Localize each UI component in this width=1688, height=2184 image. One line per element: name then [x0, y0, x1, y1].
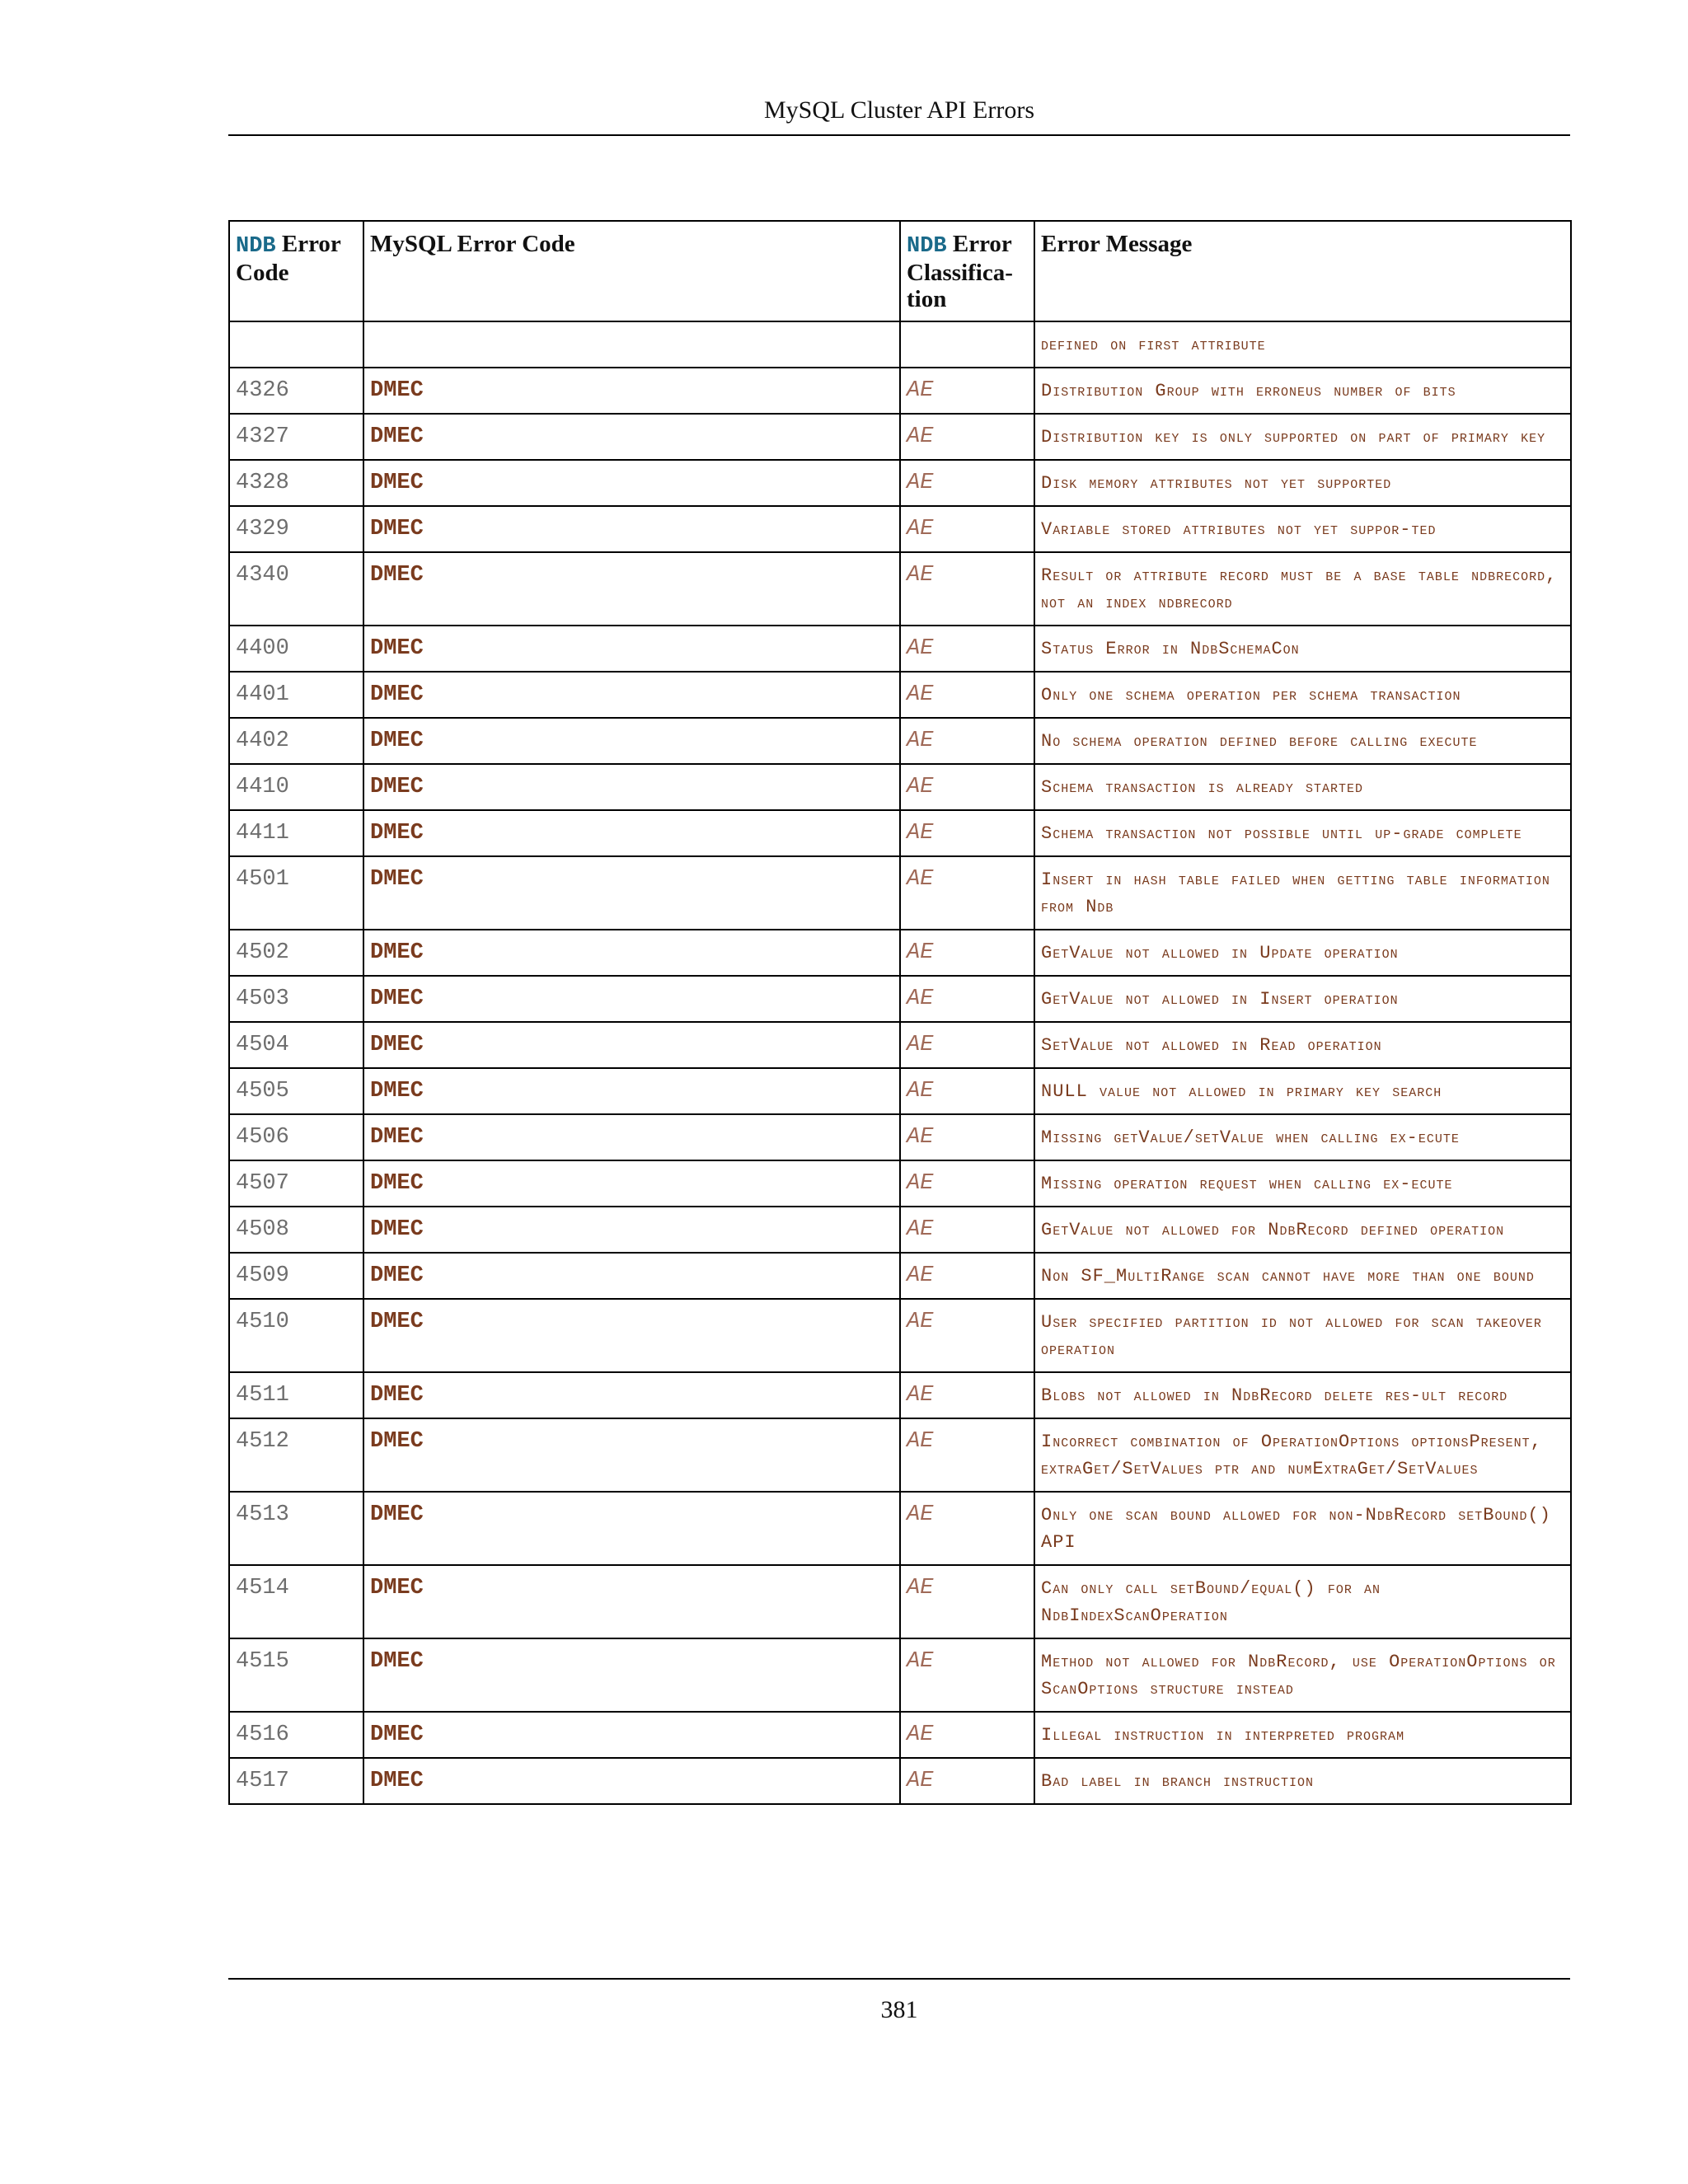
- cell-classification: AE: [900, 930, 1034, 976]
- cell-mysql-code: DMEC: [363, 368, 900, 414]
- cell-classification: [900, 321, 1034, 368]
- column-header-mysql-code: MySQL Error Code: [363, 221, 900, 321]
- cell-ndb-code: 4512: [229, 1418, 363, 1492]
- page-title: MySQL Cluster API Errors: [763, 96, 1035, 124]
- cell-classification: AE: [900, 1114, 1034, 1160]
- cell-classification: AE: [900, 1712, 1034, 1758]
- cell-classification: AE: [900, 672, 1034, 718]
- cell-mysql-code: DMEC: [363, 976, 900, 1022]
- cell-mysql-code: DMEC: [363, 718, 900, 764]
- cell-mysql-code: DMEC: [363, 1372, 900, 1418]
- cell-ndb-code: 4327: [229, 414, 363, 460]
- cell-mysql-code: DMEC: [363, 506, 900, 552]
- cell-classification: AE: [900, 1372, 1034, 1418]
- cell-mysql-code: DMEC: [363, 460, 900, 506]
- cell-classification: AE: [900, 1253, 1034, 1299]
- column-header-message: Error Message: [1034, 221, 1571, 321]
- cell-message: Only one scan bound allowed for non-NdbRecord setBound() API: [1034, 1492, 1571, 1565]
- table-row: [229, 626, 1571, 672]
- cell-classification: AE: [900, 1758, 1034, 1804]
- table-row: [229, 672, 1571, 718]
- cell-classification: AE: [900, 1022, 1034, 1068]
- cell-message: Only one schema operation per schema transaction: [1034, 672, 1571, 718]
- cell-message: GetValue not allowed for NdbRecord defined operation: [1034, 1207, 1571, 1253]
- cell-classification: AE: [900, 626, 1034, 672]
- cell-ndb-code: 4505: [229, 1068, 363, 1114]
- cell-message: Can only call setBound/equal() for an NdbIndexScanOperation: [1034, 1565, 1571, 1638]
- table-header-row: [229, 221, 1571, 321]
- cell-ndb-code: [229, 321, 363, 368]
- column-header-classification: [900, 221, 1034, 321]
- cell-mysql-code: DMEC: [363, 1253, 900, 1299]
- cell-mysql-code: DMEC: [363, 1114, 900, 1160]
- cell-ndb-code: 4502: [229, 930, 363, 976]
- cell-mysql-code: DMEC: [363, 1492, 900, 1565]
- cell-message: defined on first attribute: [1034, 321, 1571, 368]
- cell-mysql-code: DMEC: [363, 1068, 900, 1114]
- cell-classification: AE: [900, 718, 1034, 764]
- cell-classification: AE: [900, 1068, 1034, 1114]
- cell-classification: AE: [900, 552, 1034, 626]
- table-row: [229, 976, 1571, 1022]
- cell-mysql-code: DMEC: [363, 414, 900, 460]
- ndb-prefix: NDB: [907, 234, 947, 259]
- cell-ndb-code: 4508: [229, 1207, 363, 1253]
- table-body: [229, 321, 1571, 1804]
- cell-message: Illegal instruction in interpreted program: [1034, 1712, 1571, 1758]
- cell-ndb-code: 4517: [229, 1758, 363, 1804]
- table-row: [229, 1565, 1571, 1638]
- cell-ndb-code: 4504: [229, 1022, 363, 1068]
- cell-mysql-code: DMEC: [363, 1299, 900, 1372]
- cell-ndb-code: 4400: [229, 626, 363, 672]
- cell-classification: AE: [900, 1565, 1034, 1638]
- cell-mysql-code: DMEC: [363, 1022, 900, 1068]
- cell-classification: AE: [900, 1299, 1034, 1372]
- cell-ndb-code: 4516: [229, 1712, 363, 1758]
- cell-ndb-code: 4402: [229, 718, 363, 764]
- cell-ndb-code: 4410: [229, 764, 363, 810]
- page-footer: [228, 1978, 1570, 2024]
- cell-message: Missing operation request when calling ex-ecute: [1034, 1160, 1571, 1207]
- cell-ndb-code: 4515: [229, 1638, 363, 1712]
- cell-mysql-code: [363, 321, 900, 368]
- cell-ndb-code: 4340: [229, 552, 363, 626]
- table-row: [229, 856, 1571, 930]
- table-row: [229, 810, 1571, 856]
- cell-ndb-code: 4513: [229, 1492, 363, 1565]
- cell-mysql-code: DMEC: [363, 552, 900, 626]
- cell-message: SetValue not allowed in Read operation: [1034, 1022, 1571, 1068]
- table-row: [229, 552, 1571, 626]
- cell-message: Blobs not allowed in NdbRecord delete res-ult record: [1034, 1372, 1571, 1418]
- cell-message: Status Error in NdbSchemaCon: [1034, 626, 1571, 672]
- table-row: [229, 368, 1571, 414]
- table-row: [229, 930, 1571, 976]
- table-row: [229, 321, 1571, 368]
- cell-mysql-code: DMEC: [363, 1565, 900, 1638]
- cell-message: Schema transaction is already started: [1034, 764, 1571, 810]
- cell-message: GetValue not allowed in Update operation: [1034, 930, 1571, 976]
- table-row: [229, 1492, 1571, 1565]
- cell-mysql-code: DMEC: [363, 1712, 900, 1758]
- cell-classification: AE: [900, 1492, 1034, 1565]
- cell-message: Incorrect combination of OperationOptions optionsPresent, extraGet/SetValues ptr and numExtraGet/SetValues: [1034, 1418, 1571, 1492]
- cell-mysql-code: DMEC: [363, 1758, 900, 1804]
- cell-classification: AE: [900, 506, 1034, 552]
- cell-ndb-code: 4328: [229, 460, 363, 506]
- cell-message: GetValue not allowed in Insert operation: [1034, 976, 1571, 1022]
- column-header-ndb-code: [229, 221, 363, 321]
- cell-classification: AE: [900, 1207, 1034, 1253]
- cell-message: Distribution Group with erroneus number of bits: [1034, 368, 1571, 414]
- cell-message: Distribution key is only supported on part of primary key: [1034, 414, 1571, 460]
- cell-classification: AE: [900, 1638, 1034, 1712]
- table-row: [229, 1160, 1571, 1207]
- cell-ndb-code: 4511: [229, 1372, 363, 1418]
- table-row: [229, 1022, 1571, 1068]
- cell-mysql-code: DMEC: [363, 1638, 900, 1712]
- cell-classification: AE: [900, 856, 1034, 930]
- cell-mysql-code: DMEC: [363, 1207, 900, 1253]
- page-header: [228, 91, 1570, 136]
- error-table: [228, 220, 1572, 1805]
- cell-classification: AE: [900, 1418, 1034, 1492]
- table-row: [229, 1207, 1571, 1253]
- cell-classification: AE: [900, 1160, 1034, 1207]
- cell-mysql-code: DMEC: [363, 1160, 900, 1207]
- cell-ndb-code: 4503: [229, 976, 363, 1022]
- cell-mysql-code: DMEC: [363, 1418, 900, 1492]
- cell-ndb-code: 4514: [229, 1565, 363, 1638]
- table-row: [229, 1114, 1571, 1160]
- cell-ndb-code: 4326: [229, 368, 363, 414]
- cell-classification: AE: [900, 764, 1034, 810]
- table-row: [229, 1253, 1571, 1299]
- ndb-prefix: NDB: [236, 234, 276, 259]
- cell-ndb-code: 4401: [229, 672, 363, 718]
- cell-message: Method not allowed for NdbRecord, use OperationOptions or ScanOptions structure instead: [1034, 1638, 1571, 1712]
- page-number: 381: [880, 1996, 918, 2023]
- cell-mysql-code: DMEC: [363, 626, 900, 672]
- table-row: [229, 1372, 1571, 1418]
- cell-ndb-code: 4501: [229, 856, 363, 930]
- cell-message: Result or attribute record must be a base table ndbrecord, not an index ndbrecord: [1034, 552, 1571, 626]
- table-row: [229, 718, 1571, 764]
- cell-message: User specified partition id not allowed for scan takeover operation: [1034, 1299, 1571, 1372]
- classification-label: Error Classifica-tion: [907, 231, 1013, 312]
- cell-message: NULL value not allowed in primary key search: [1034, 1068, 1571, 1114]
- cell-mysql-code: DMEC: [363, 856, 900, 930]
- cell-message: Disk memory attributes not yet supported: [1034, 460, 1571, 506]
- table-row: [229, 460, 1571, 506]
- cell-mysql-code: DMEC: [363, 930, 900, 976]
- cell-mysql-code: DMEC: [363, 764, 900, 810]
- cell-message: No schema operation defined before calling execute: [1034, 718, 1571, 764]
- cell-message: Variable stored attributes not yet suppor-ted: [1034, 506, 1571, 552]
- table-row: [229, 764, 1571, 810]
- cell-ndb-code: 4329: [229, 506, 363, 552]
- table-row: [229, 506, 1571, 552]
- cell-message: Bad label in branch instruction: [1034, 1758, 1571, 1804]
- table-row: [229, 1068, 1571, 1114]
- cell-ndb-code: 4411: [229, 810, 363, 856]
- table-row: [229, 1712, 1571, 1758]
- cell-message: Non SF_MultiRange scan cannot have more than one bound: [1034, 1253, 1571, 1299]
- cell-message: Missing getValue/setValue when calling ex-ecute: [1034, 1114, 1571, 1160]
- ndb-code-label: Error Code: [236, 231, 341, 286]
- cell-message: Schema transaction not possible until up-grade complete: [1034, 810, 1571, 856]
- cell-classification: AE: [900, 368, 1034, 414]
- cell-ndb-code: 4510: [229, 1299, 363, 1372]
- cell-classification: AE: [900, 976, 1034, 1022]
- cell-classification: AE: [900, 460, 1034, 506]
- cell-ndb-code: 4507: [229, 1160, 363, 1207]
- table-row: [229, 1418, 1571, 1492]
- cell-mysql-code: DMEC: [363, 810, 900, 856]
- cell-classification: AE: [900, 810, 1034, 856]
- table-row: [229, 1299, 1571, 1372]
- cell-message: Insert in hash table failed when getting table information from Ndb: [1034, 856, 1571, 930]
- cell-ndb-code: 4506: [229, 1114, 363, 1160]
- table-row: [229, 414, 1571, 460]
- table-row: [229, 1758, 1571, 1804]
- cell-mysql-code: DMEC: [363, 672, 900, 718]
- cell-classification: AE: [900, 414, 1034, 460]
- cell-ndb-code: 4509: [229, 1253, 363, 1299]
- table-row: [229, 1638, 1571, 1712]
